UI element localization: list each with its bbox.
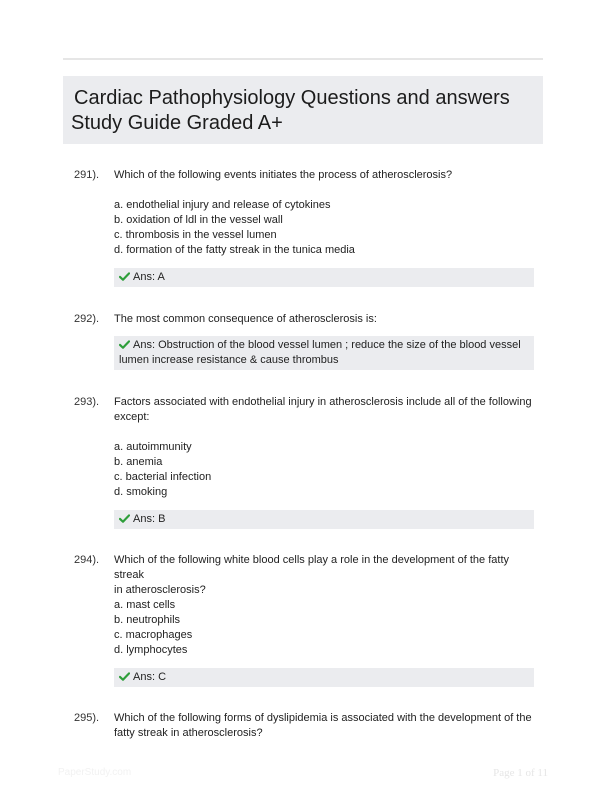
- question-number: 292).: [74, 313, 100, 325]
- question-number: 294).: [74, 554, 100, 566]
- option-c: c. thrombosis in the vessel lumen: [114, 229, 277, 241]
- answer-line: [119, 670, 528, 685]
- answer-options: [114, 598, 534, 658]
- answer-text: Ans: A: [133, 271, 165, 283]
- question-text-line: Which of the following events initiates the process of atherosclerosis?: [114, 169, 453, 181]
- top-divider: [63, 58, 543, 60]
- answer-text: Ans: B: [133, 513, 166, 525]
- answer-text: Ans: Obstruction of the blood vessel lumen ; reduce the size of the blood vessel: [133, 339, 521, 351]
- answer-box: [114, 268, 534, 287]
- question-text-line: in atherosclerosis?: [114, 584, 206, 596]
- option-a: a. endothelial injury and release of cytokines: [114, 199, 331, 211]
- answer-line-continued: lumen increase resistance & cause thrombus: [119, 354, 339, 366]
- page-number: Page 1 of 11: [493, 767, 548, 779]
- footer-site-watermark: PaperStudy.com: [58, 767, 132, 778]
- question-text-line: Factors associated with endothelial injury in atherosclerosis include all of the following: [114, 396, 532, 408]
- question-number: 295).: [74, 712, 100, 724]
- answer-box: [114, 510, 534, 529]
- question-text: [114, 168, 534, 183]
- question-text-line: Which of the following white blood cells play a role in the development of the fatty streak: [114, 554, 510, 581]
- answer-box: [114, 668, 534, 687]
- answer-box: [114, 336, 534, 370]
- question-number: 293).: [74, 396, 100, 408]
- answer-line: [119, 512, 528, 527]
- option-b: b. neutrophils: [114, 614, 181, 626]
- check-icon: [119, 672, 130, 681]
- question-text: [114, 553, 534, 598]
- option-c: c. bacterial infection: [114, 471, 212, 483]
- answer-options: [114, 198, 534, 258]
- answer-text: Ans: C: [133, 671, 167, 683]
- check-icon: [119, 514, 130, 523]
- option-d: d. formation of the fatty streak in the tunica media: [114, 244, 355, 256]
- question-text-line: except:: [114, 411, 150, 423]
- option-a: a. autoimmunity: [114, 441, 192, 453]
- question-text-line: fatty streak in atherosclerosis?: [114, 727, 263, 739]
- option-b: b. anemia: [114, 456, 163, 468]
- answer-options: [114, 440, 534, 500]
- answer-line: [119, 338, 528, 353]
- option-d: d. lymphocytes: [114, 644, 188, 656]
- option-a: a. mast cells: [114, 599, 176, 611]
- check-icon: [119, 272, 130, 281]
- option-d: d. smoking: [114, 486, 168, 498]
- question-text-line: Which of the following forms of dyslipidemia is associated with the development of the: [114, 712, 532, 724]
- option-b: b. oxidation of ldl in the vessel wall: [114, 214, 283, 226]
- question-text-line: The most common consequence of atherosclerosis is:: [114, 313, 377, 325]
- answer-line: [119, 270, 528, 285]
- option-c: c. macrophages: [114, 629, 193, 641]
- check-icon: [119, 340, 130, 349]
- title-line-1: Cardiac Pathophysiology Questions and answers: [74, 87, 510, 109]
- question-text: [114, 395, 534, 425]
- title-line-2: Study Guide Graded A+: [71, 112, 283, 134]
- question-text: [114, 711, 534, 741]
- question-number: 291).: [74, 169, 100, 181]
- title-banner: [63, 76, 543, 144]
- question-text: [114, 312, 534, 327]
- page-title: [71, 86, 541, 136]
